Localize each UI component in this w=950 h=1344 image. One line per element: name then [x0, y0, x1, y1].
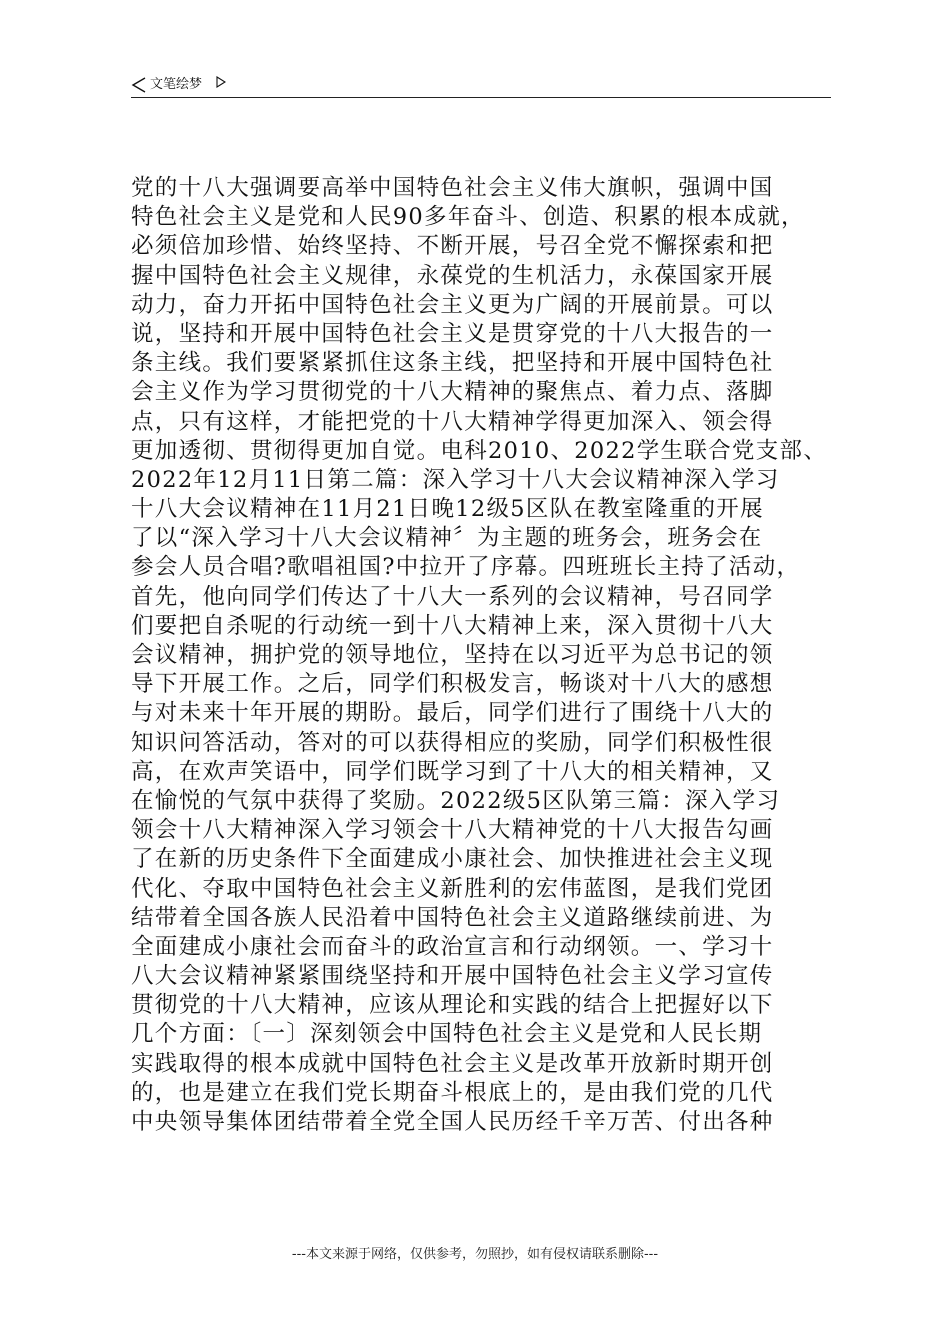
text-line: 们要把自杀呢的行动统一到十八大精神上来，深入贯彻十八大 [131, 612, 774, 639]
text-line: 了以“深入学习十八大会议精神〞为主题的班务会，班务会在 [131, 525, 763, 552]
text-line: 代化、夺取中国特色社会主义新胜利的宏伟蓝图，是我们党团 [131, 875, 774, 902]
text-line: 握中国特色社会主义规律，永葆党的生机活力，永葆国家开展 [131, 262, 774, 289]
text-line: 导下开展工作。之后，同学们积极发言，畅谈对十八大的感想 [131, 671, 774, 698]
left-triangle-icon [131, 77, 147, 93]
text-line: 结带着全国各族人民沿着中国特色社会主义道路继续前进、为 [131, 904, 774, 931]
text-line: 中央领导集体团结带着全党全国人民历经千辛万苦、付出各种 [131, 1109, 774, 1135]
text-line: 实践取得的根本成就中国特色社会主义是改革开放新时期开创 [131, 1050, 774, 1077]
text-line: 特色社会主义是党和人民90多年奋斗、创造、积累的根本成就， [131, 204, 805, 231]
text-line: 了在新的历史条件下全面建成小康社会、加快推进社会主义现 [131, 846, 774, 873]
text-line: 领会十八大精神深入学习领会十八大精神党的十八大报告勾画 [131, 817, 774, 844]
text-line: 必须倍加珍惜、始终坚持、不断开展，号召全党不懈探索和把 [131, 233, 774, 260]
text-line: 与对未来十年开展的期盼。最后，同学们进行了围绕十八大的 [131, 700, 774, 727]
header-title: 文笔绘梦 [150, 77, 203, 92]
text-line: 会主义作为学习贯彻党的十八大精神的聚焦点、着力点、落脚 [131, 379, 774, 406]
text-line: 说，坚持和开展中国特色社会主义是贯穿党的十八大报告的一 [131, 320, 774, 347]
page-header [131, 74, 831, 98]
text-line: 贯彻党的十八大精神，应该从理论和实践的结合上把握好以下 [131, 992, 774, 1019]
text-line: 知识问答活动，答对的可以获得相应的奖励，同学们积极性很 [131, 729, 774, 756]
text-line: 点，只有这样，才能把党的十八大精神学得更加深入、领会得 [131, 408, 774, 435]
text-line: 全面建成小康社会而奋斗的政治宣言和行动纲领。一、学习十 [131, 933, 774, 960]
text-line: 十八大会议精神在11月21日晚12级5区队在教室隆重的开展 [131, 496, 764, 523]
text-line: 首先，他向同学们传达了十八大一系列的会议精神，号召同学 [131, 583, 774, 610]
text-line: 会议精神，拥护党的领导地位，坚持在以习近平为总书记的领 [131, 642, 774, 668]
right-triangle-icon [216, 76, 226, 88]
text-line: 更加透彻、贯彻得更加自觉。电科2010、2022学生联合党支部、 [131, 437, 828, 464]
text-line: 高，在欢声笑语中，同学们既学习到了十八大的相关精神，又 [131, 758, 774, 785]
text-line: 2022年12月11日第二篇：深入学习十八大会议精神深入学习 [131, 466, 780, 493]
document-body [131, 174, 831, 1137]
text-line: 八大会议精神紧紧围绕坚持和开展中国特色社会主义学习宣传 [131, 963, 774, 990]
text-line: 党的十八大强调要高举中国特色社会主义伟大旗帜，强调中国 [131, 175, 774, 201]
text-line: 条主线。我们要紧紧抓住这条主线，把坚持和开展中国特色社 [131, 350, 774, 377]
text-line: 参会人员合唱?歌唱祖国?中拉开了序幕。四班班长主持了活动， [131, 554, 801, 581]
text-line: 的，也是建立在我们党长期奋斗根底上的，是由我们党的几代 [131, 1079, 774, 1106]
footer-disclaimer: ---本文来源于网络，仅供参考，勿照抄，如有侵权请联系删除--- [291, 1247, 659, 1262]
text-line: 在愉悦的气氛中获得了奖励。2022级5区队第三篇：深入学习 [131, 787, 781, 814]
header-divider [131, 97, 831, 98]
text-line: 几个方面：〔一〕深刻领会中国特色社会主义是党和人民长期 [131, 1021, 763, 1048]
text-line: 动力，奋力开拓中国特色社会主义更为广阔的开展前景。可以 [131, 291, 774, 318]
